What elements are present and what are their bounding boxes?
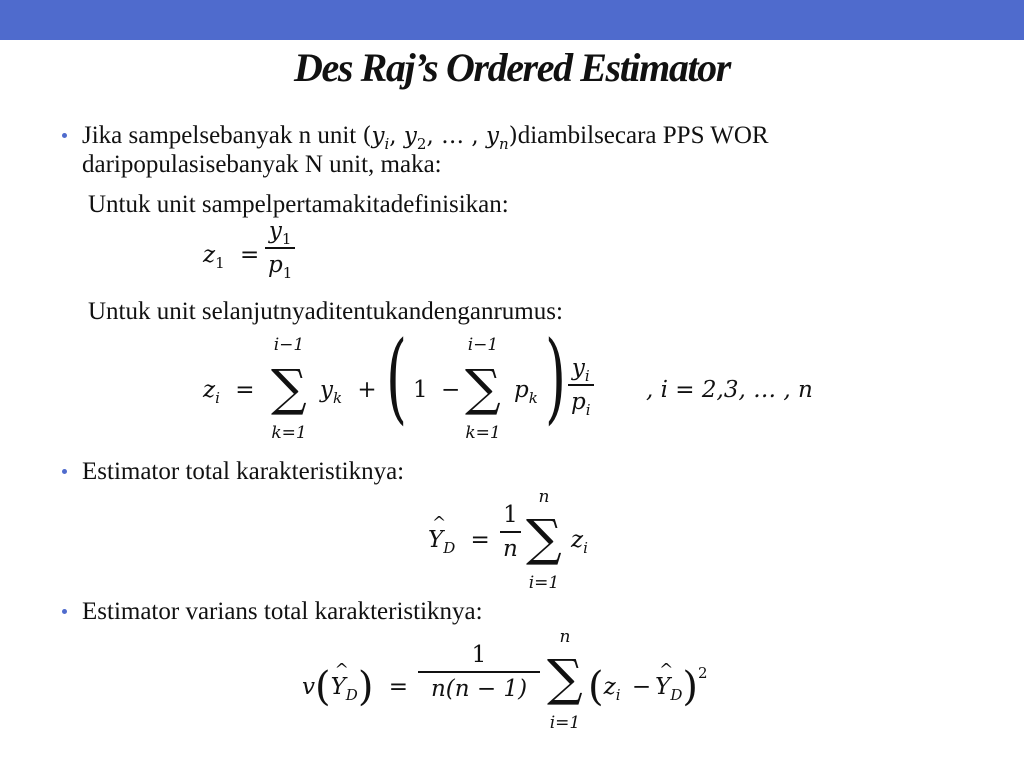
y-var: y	[320, 377, 333, 403]
slide-title: Des Raj’s Ordered Estimator	[294, 45, 730, 90]
hat-accent: ^	[659, 660, 674, 680]
first-unit-label: Untuk unit sampelpertamakitadefinisikan:	[88, 191, 509, 218]
z1-lhs	[203, 242, 260, 272]
sum-upper-limit: n	[538, 487, 550, 507]
yk-term	[320, 377, 377, 407]
fraction-bar	[418, 671, 540, 673]
equals: =	[239, 242, 260, 268]
comma: ,	[426, 123, 434, 149]
equals: =	[470, 527, 490, 553]
fraction-numerator	[265, 218, 295, 248]
sub-2: 2	[416, 135, 427, 153]
ellipsis: …	[441, 123, 465, 149]
right-paren: )	[545, 321, 567, 435]
right-paren: )	[357, 664, 374, 710]
fraction-numerator: 1	[471, 642, 487, 668]
fraction-denominator	[568, 388, 594, 419]
sum1-upper-limit: i−1	[273, 335, 305, 355]
y-cap-var: Y	[655, 674, 671, 700]
bullet-marker	[62, 133, 67, 138]
equals: =	[235, 377, 255, 403]
sum2-upper-limit: i−1	[467, 335, 499, 355]
sum1-lower-limit: k=1	[271, 423, 307, 443]
minus-sign: −	[631, 674, 652, 700]
fraction-denominator	[265, 251, 295, 282]
sub-d: D	[670, 686, 683, 704]
bullet-marker	[62, 469, 67, 474]
y-cap-var: Y	[330, 674, 346, 700]
one-minus	[413, 377, 460, 403]
hat-accent: ^	[432, 513, 447, 533]
variance-fraction	[418, 642, 540, 702]
sub-i: i	[615, 686, 621, 704]
index-condition: , i = 2,3, … , n	[646, 377, 813, 403]
plus-sign: +	[357, 377, 377, 403]
bullet1-line2: daripopulasisebanyak N unit, maka:	[82, 151, 442, 178]
left-paren: (	[588, 664, 604, 710]
z-var: z	[603, 674, 616, 700]
equals: =	[388, 674, 409, 700]
y-cap-var: Y	[428, 527, 444, 553]
superscript-2: 2	[697, 664, 708, 682]
equation-yd	[428, 487, 608, 592]
sum-upper-limit: n	[559, 627, 571, 647]
left-paren: (	[386, 321, 408, 435]
hat-accent: ^	[334, 660, 349, 680]
y-var: y	[571, 355, 585, 381]
bullet1-post: diambilsecara PPS WOR	[517, 122, 769, 149]
sub-1: 1	[282, 263, 293, 282]
y-var: y	[268, 218, 282, 244]
sub-i: i	[583, 539, 588, 557]
p-var: p	[571, 388, 586, 415]
bullet3-text: Estimator varians total karakteristiknya:	[82, 598, 483, 625]
y-hat	[655, 660, 674, 700]
squared-term	[588, 660, 708, 710]
sum-lower-limit: i=1	[549, 713, 581, 733]
comma: ,	[389, 123, 397, 149]
sub-k: k	[528, 389, 538, 407]
y-var: y	[403, 123, 417, 149]
summation-icon: ∑	[465, 359, 501, 417]
p-var: p	[514, 377, 529, 403]
yd-lhs	[428, 513, 490, 557]
vec-open: (	[362, 123, 372, 149]
minus-sign: −	[440, 377, 461, 403]
sub-k: k	[333, 389, 343, 407]
bullet-marker	[62, 609, 67, 614]
v-var: v	[302, 674, 315, 700]
sample-vector	[362, 123, 518, 153]
y-hat	[428, 513, 447, 553]
z1-fraction	[265, 218, 295, 282]
zi-term	[571, 527, 588, 557]
next-unit-label: Untuk unit selanjutnyaditentukandenganrumus:	[88, 298, 563, 325]
yi-pi-fraction	[568, 355, 594, 419]
y-var: y	[371, 123, 385, 149]
equation-zi	[203, 321, 843, 450]
one: 1	[413, 377, 428, 403]
p-var: p	[268, 251, 283, 278]
sub-d: D	[443, 539, 456, 557]
y-hat	[330, 660, 349, 700]
summation-icon: ∑	[271, 359, 307, 417]
sub-i: i	[584, 367, 590, 385]
sub-i: i	[215, 389, 220, 407]
sub-1: 1	[215, 254, 225, 272]
equation-variance	[302, 627, 732, 737]
sub-1: 1	[281, 230, 292, 248]
zi-lhs	[203, 377, 255, 407]
left-paren: (	[315, 664, 331, 710]
summation-icon: ∑	[547, 649, 583, 707]
fraction-numerator	[568, 355, 594, 385]
y-var: y	[486, 123, 500, 149]
bullet1-line1	[82, 121, 769, 153]
sub-d: D	[345, 686, 358, 704]
right-paren: )	[682, 664, 698, 710]
top-accent-band	[0, 0, 1024, 40]
sum2-lower-limit: k=1	[465, 423, 501, 443]
sum-lower-limit: i=1	[528, 573, 560, 593]
sub-i: i	[384, 135, 390, 153]
bullet1-pre: Jika sampelsebanyak n unit	[82, 122, 363, 149]
fraction-denominator: n(n − 1)	[430, 675, 528, 702]
vec-close: )	[508, 123, 518, 149]
pk-term	[514, 377, 538, 407]
fraction-bar	[500, 531, 521, 533]
z-var: z	[571, 527, 584, 553]
summation-icon: ∑	[526, 509, 562, 567]
comma: ,	[471, 123, 479, 149]
one-over-n	[500, 502, 521, 562]
fraction-numerator: 1	[503, 502, 518, 528]
z-var: z	[203, 377, 216, 403]
bullet2-text: Estimator total karakteristiknya:	[82, 458, 405, 485]
variance-lhs	[302, 660, 409, 710]
z-var: z	[203, 242, 216, 268]
sub-i: i	[585, 400, 591, 419]
sub-n: n	[499, 135, 509, 153]
fraction-denominator: n	[503, 535, 518, 562]
